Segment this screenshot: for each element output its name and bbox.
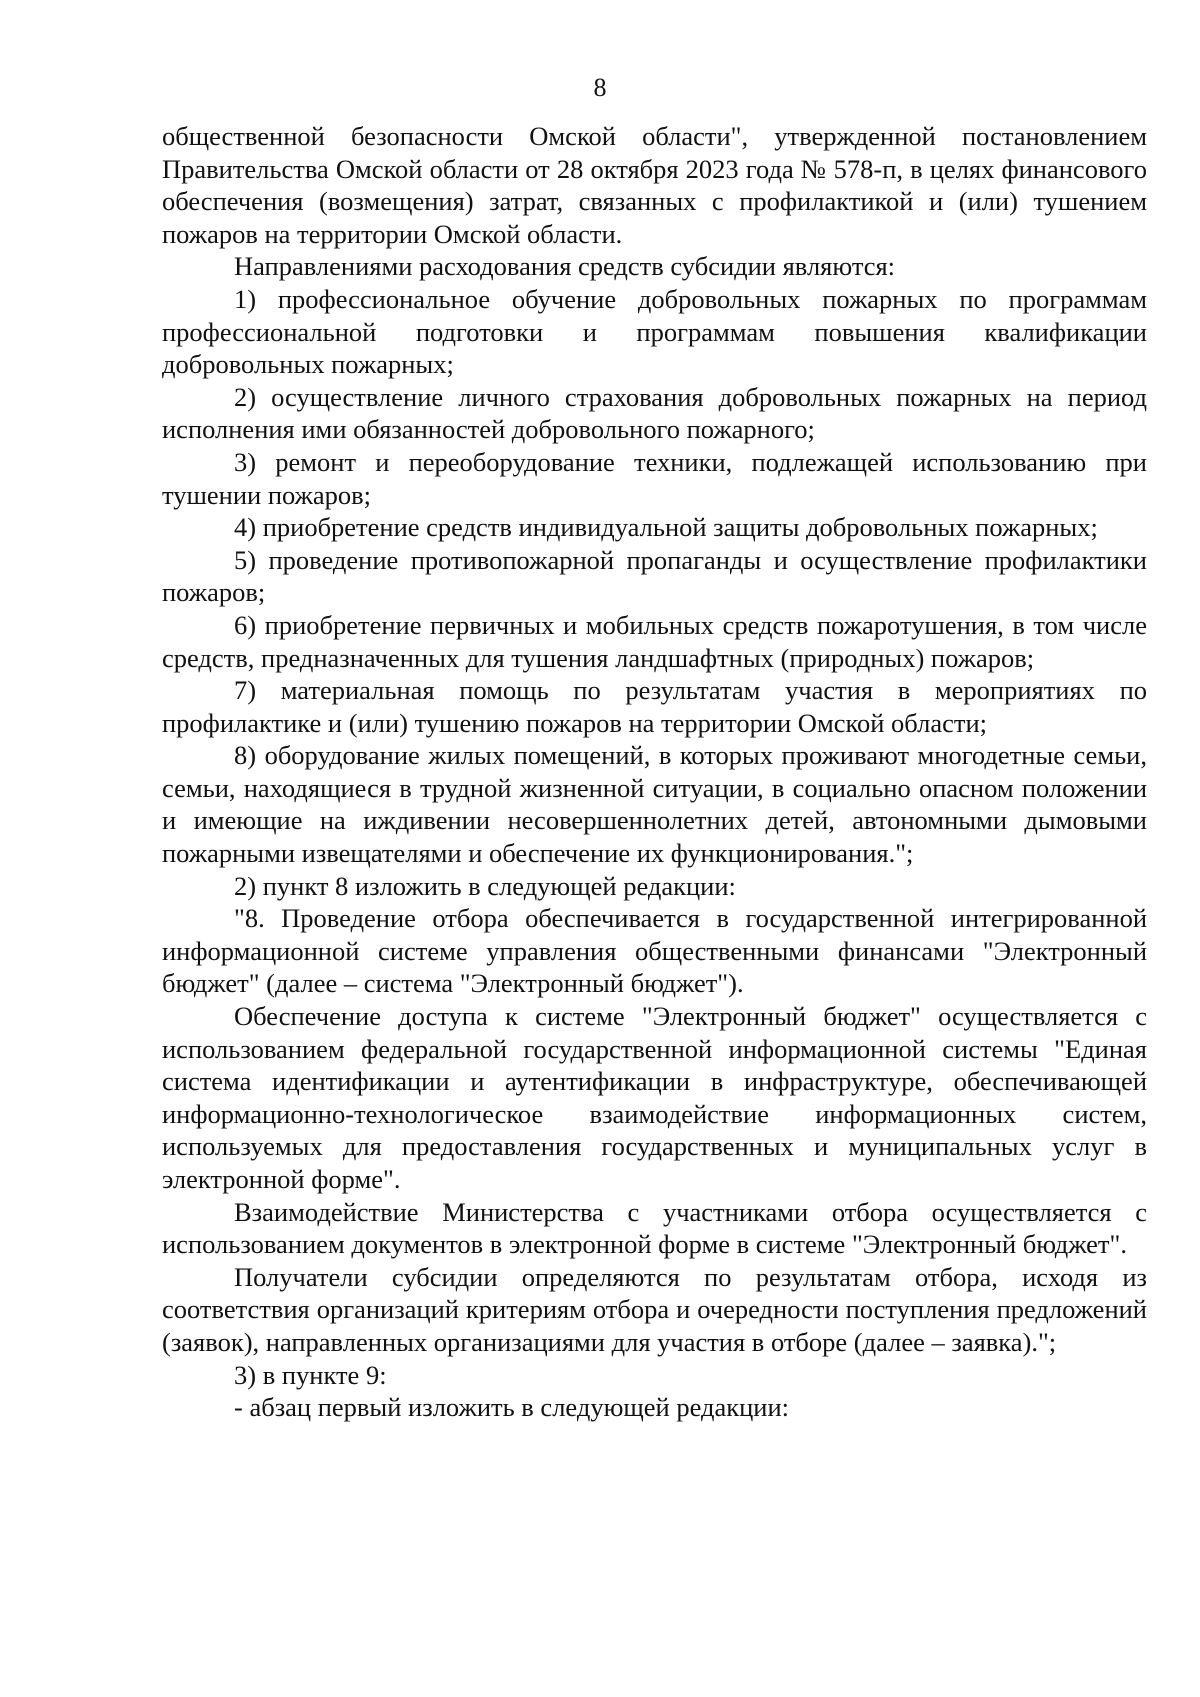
list-item-8: 8) оборудование жилых помещений, в которых проживают многодетные семьи, семьи, находящиеся в трудной жизненной ситуации, в социально опасном положении и имеющие на иждивении несовершеннолетних детей, автономными дымовыми пожарными извещателями и обеспечение их функционирования."; (162, 740, 1147, 869)
amendment-subitem: - абзац первый изложить в следующей редакции: (234, 1392, 790, 1423)
list-item-1: 1) профессиональное обучение добровольных пожарных по программам профессиональной подготовки и программам повышения квалификации добровольных пожарных; (162, 283, 1147, 380)
paragraph-continuation: общественной безопасности Омской области", утвержденной постановлением Правительства Омской области от 28 октября 2023 года № 578-п, в целях финансового обеспечения (возмещения) затрат, связанных с профилактикой и (или) тушением пожаров на территории Омской области. (162, 121, 1147, 249)
paragraph-interaction: Взаимодействие Министерства с участниками отбора осуществляется с использованием документов в электронной форме в системе "Электронный бюджет". (162, 1196, 1147, 1260)
list-item-5: 5) проведение противопожарной пропаганды и осуществление профилактики пожаров; (162, 544, 1147, 608)
page-number: 8 (593, 73, 607, 102)
paragraph-directions-intro: Направлениями расходования средств субсидии являются: (234, 251, 896, 282)
amendment-item-2: 2) пункт 8 изложить в следующей редакции: (234, 870, 736, 901)
amendment-item-3: 3) в пункте 9: (234, 1359, 387, 1390)
list-item-6: 6) приобретение первичных и мобильных средств пожаротушения, в том числе средств, предназначенных для тушения ландшафтных (природных) пожаров; (162, 609, 1147, 673)
paragraph-clause-8: "8. Проведение отбора обеспечивается в государственной интегрированной информационной системе управления общественными финансами "Электронный бюджет" (далее – система "Электронный бюджет"). (162, 903, 1147, 999)
paragraph-access: Обеспечение доступа к системе "Электронный бюджет" осуществляется с использованием федеральной государственной информационной системы "Единая система идентификации и аутентификации в инфраструктуре, обеспечивающей информационно-технологическое взаимодействие информационных систем, используемых для предоставления государственных и муниципальных услуг в электронной форме". (162, 1001, 1147, 1194)
list-item-4: 4) приобретение средств индивидуальной защиты добровольных пожарных; (234, 512, 1098, 543)
document-body (162, 120, 1147, 1424)
list-item-3: 3) ремонт и переоборудование техники, подлежащей использованию при тушении пожаров; (162, 446, 1147, 510)
list-item-7: 7) материальная помощь по результатам участия в мероприятиях по профилактике и (или) тушению пожаров на территории Омской области; (162, 675, 1147, 738)
list-item-2: 2) осуществление личного страхования добровольных пожарных на период исполнения ими обязанностей добровольного пожарного; (162, 381, 1147, 445)
paragraph-recipients: Получатели субсидии определяются по результатам отбора, исходя из соответствия организаций критериям отбора и очередности поступления предложений (заявок), направленных организациями для участия в отборе (далее – заявка)."; (162, 1261, 1147, 1357)
